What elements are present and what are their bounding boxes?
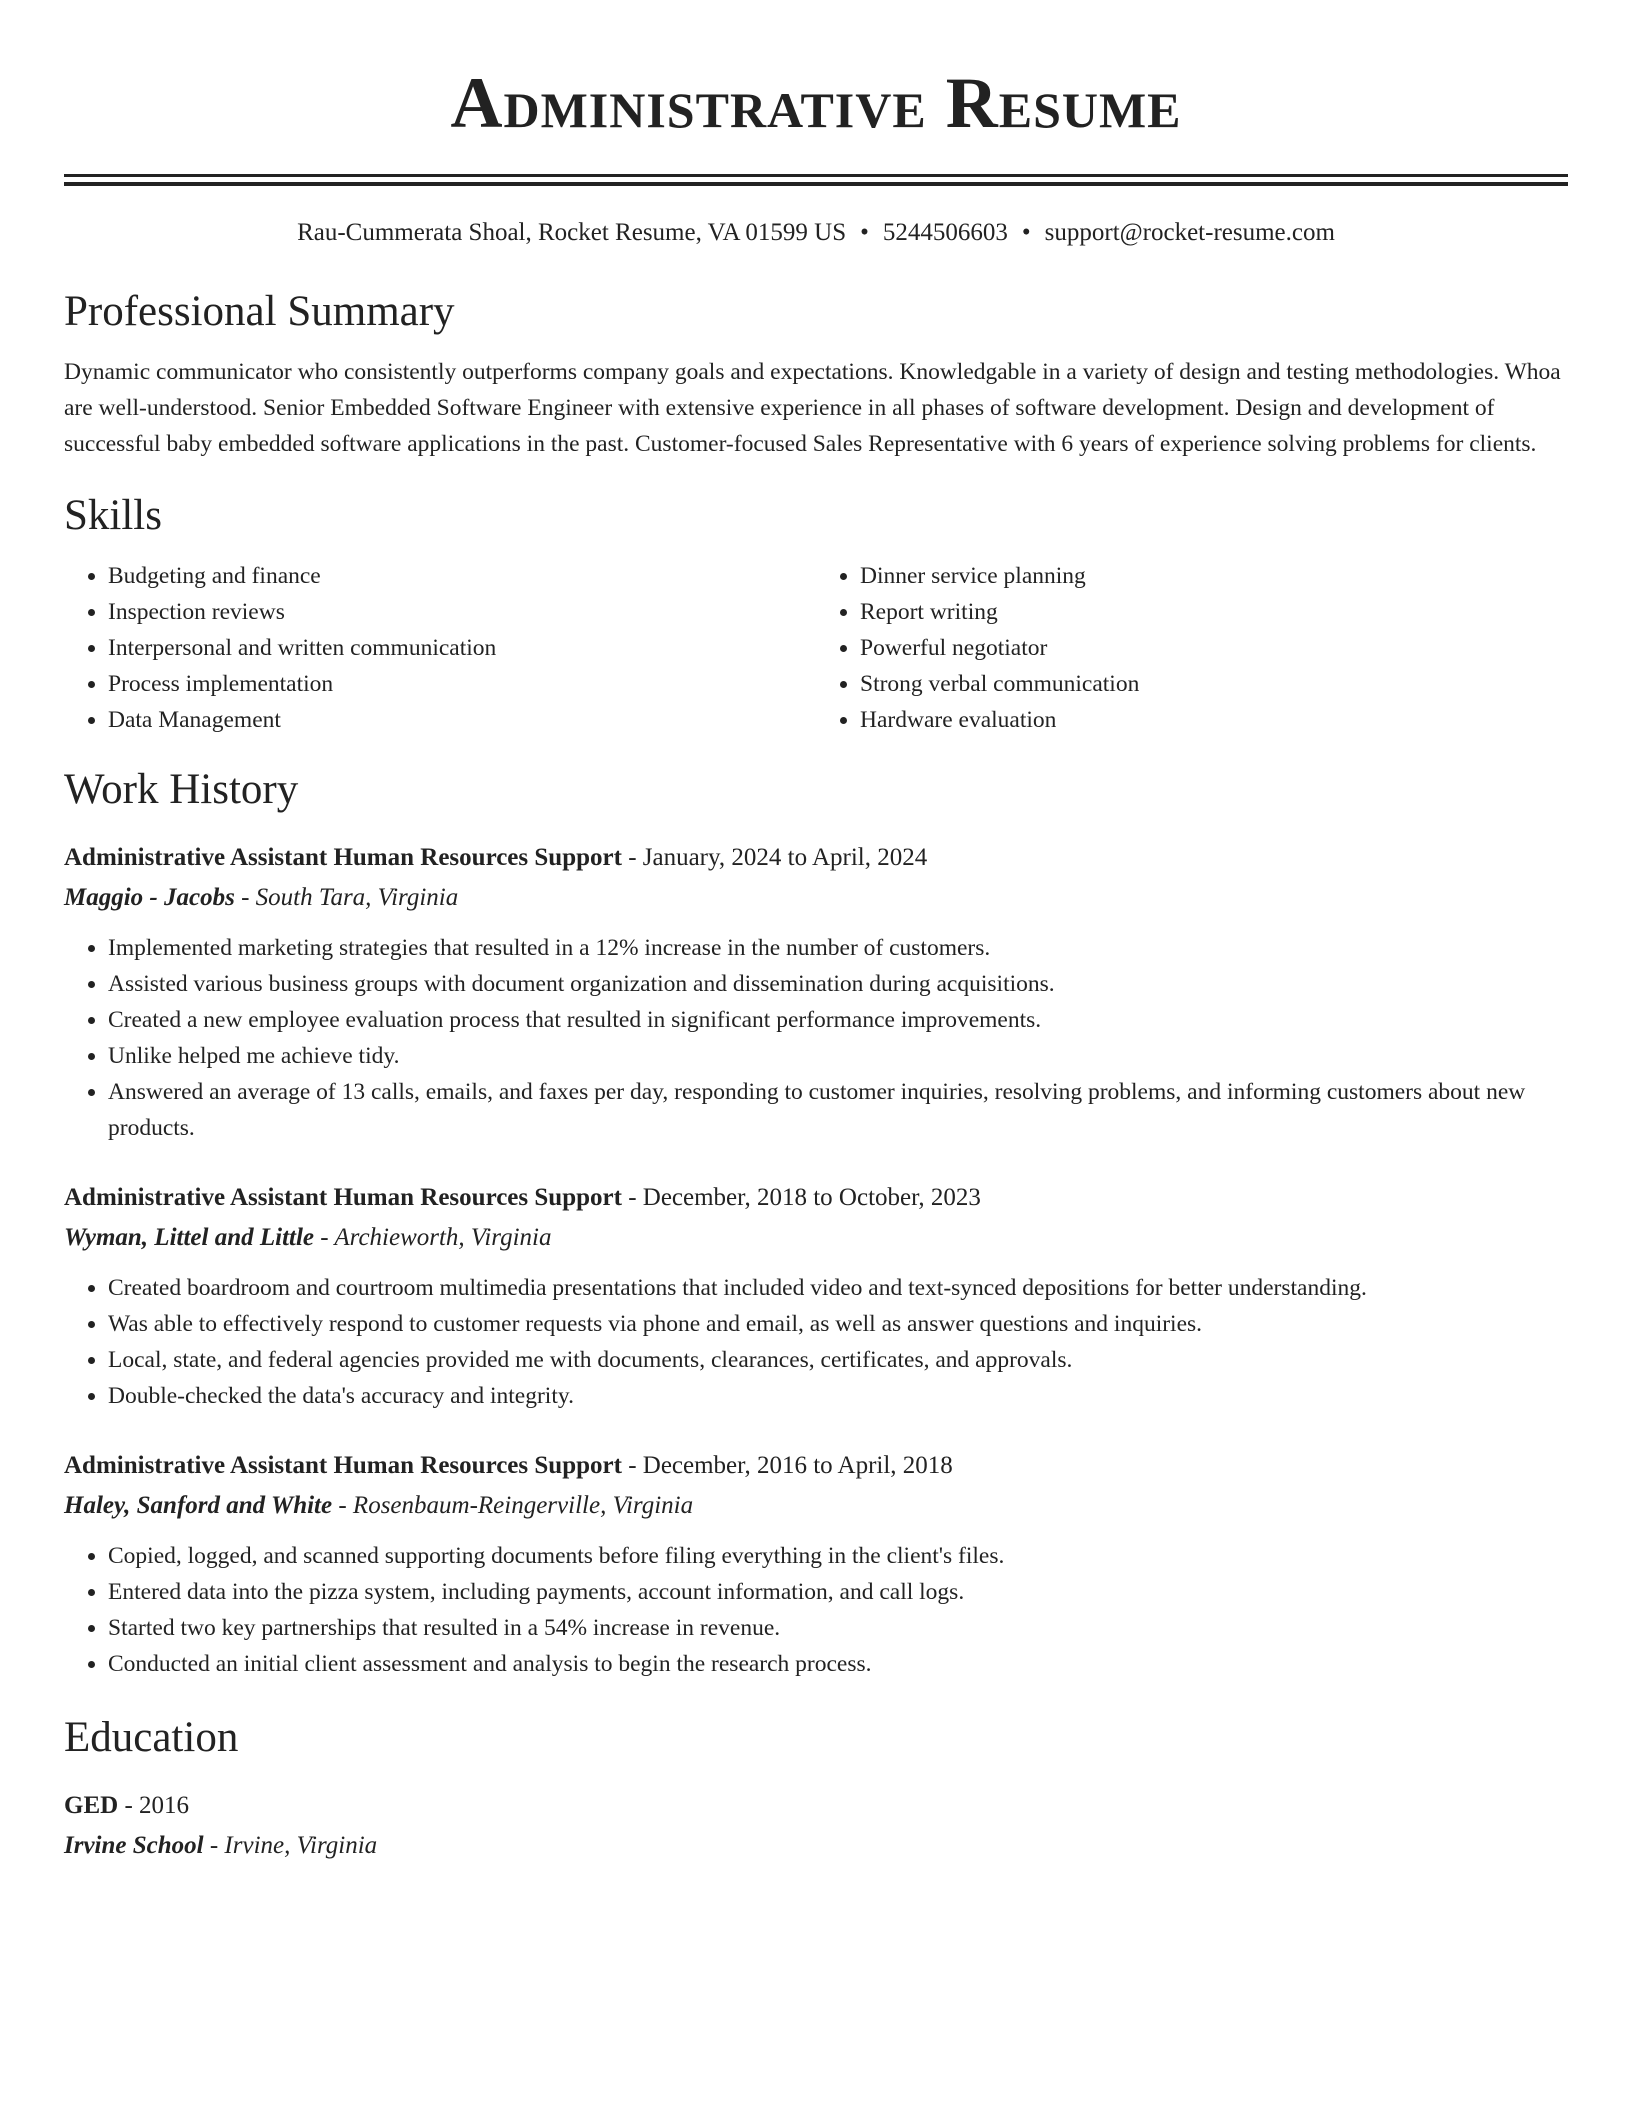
skill-item: • Hardware evaluation xyxy=(860,702,1568,738)
job-employer xyxy=(64,1488,1568,1524)
skills-list-right xyxy=(816,558,1568,738)
job-bullet: • Unlike helped me achieve tidy. xyxy=(108,1038,1568,1074)
contact-separator: • xyxy=(860,219,869,246)
job-bullet: • Created a new employee evaluation process that resulted in significant performance improvements. xyxy=(108,1002,1568,1038)
education-degree-line xyxy=(64,1788,1568,1824)
job-employer xyxy=(64,1220,1568,1256)
job-header xyxy=(64,1180,1568,1216)
work-history-heading: Work History xyxy=(64,766,299,813)
job-dates: - January, 2024 to April, 2024 xyxy=(621,844,928,871)
job-header xyxy=(64,840,1568,876)
skills-list-left xyxy=(64,558,816,738)
education-entry xyxy=(64,1788,1568,1864)
contact-separator: • xyxy=(1021,219,1031,246)
job-company: Wyman, Littel and Little xyxy=(64,1224,314,1251)
summary-heading: Professional Summary xyxy=(64,288,455,335)
skills-heading: Skills xyxy=(64,492,162,539)
skill-item: • Interpersonal and written communication xyxy=(108,630,816,666)
job-location: - Archieworth, Virginia xyxy=(314,1224,552,1251)
education-school-line xyxy=(64,1828,1568,1864)
job-company: Maggio - Jacobs xyxy=(64,884,235,911)
skills-columns xyxy=(64,558,1568,738)
summary-section xyxy=(64,284,1568,462)
job-bullet: • Was able to effectively respond to customer requests via phone and email, as well as answer questions and inquiries. xyxy=(108,1306,1568,1342)
education-school: Irvine School xyxy=(64,1832,204,1859)
job-bullet: • Created boardroom and courtroom multimedia presentations that included video and text-synced depositions for better understanding. xyxy=(108,1270,1568,1306)
job-dates: - December, 2018 to October, 2023 xyxy=(621,1184,981,1211)
contact-address: Rau-Cummerata Shoal, Rocket Resume, VA 01599 US xyxy=(297,219,847,246)
job-bullet: • Double-checked the data's accuracy and integrity. xyxy=(108,1378,1568,1414)
job-bullets xyxy=(64,1270,1568,1414)
job-bullet: • Answered an average of 13 calls, emails, and faxes per day, responding to customer inquiries, resolving problems, and informing customers about new products. xyxy=(108,1074,1568,1146)
job-entry xyxy=(64,840,1568,1146)
job-bullet: • Copied, logged, and scanned supporting documents before filing everything in the client's files. xyxy=(108,1538,1568,1574)
job-title: Administrative Assistant Human Resources Support xyxy=(64,1184,622,1211)
skill-item: • Process implementation xyxy=(108,666,816,702)
education-year: - 2016 xyxy=(118,1792,190,1819)
contact-line xyxy=(64,216,1568,250)
skill-item: • Budgeting and finance xyxy=(108,558,816,594)
skill-item: • Data Management xyxy=(108,702,816,738)
job-company: Haley, Sanford and White xyxy=(64,1492,333,1519)
education-section xyxy=(64,1710,1568,1864)
contact-phone: 5244506603 xyxy=(882,219,1008,246)
skill-item: • Strong verbal communication xyxy=(860,666,1568,702)
skill-item: • Powerful negotiator xyxy=(860,630,1568,666)
skills-section xyxy=(64,488,1568,738)
job-bullets xyxy=(64,930,1568,1146)
summary-text: Dynamic communicator who consistently outperforms company goals and expectations. Knowledgable in a variety of design and testing methodologies. Whoa are well-understood. Senior Embedded Software Engineer with extensive experience in all phases of software development. Design and development of successful baby embedded software applications in the past. Customer-focused Sales Representative with 6 years of experience solving problems for clients. xyxy=(64,359,1561,457)
job-location: - Rosenbaum-Reingerville, Virginia xyxy=(332,1492,694,1519)
skill-item: • Inspection reviews xyxy=(108,594,816,630)
skill-item: • Report writing xyxy=(860,594,1568,630)
job-bullet: • Implemented marketing strategies that resulted in a 12% increase in the number of customers. xyxy=(108,930,1568,966)
job-employer xyxy=(64,880,1568,916)
job-dates: - December, 2016 to April, 2018 xyxy=(621,1452,953,1479)
resume-title: Administrative Resume xyxy=(450,63,1182,143)
skill-item: • Dinner service planning xyxy=(860,558,1568,594)
education-degree: GED xyxy=(64,1792,119,1819)
job-header xyxy=(64,1448,1568,1484)
job-bullets xyxy=(64,1538,1568,1682)
job-bullet: • Started two key partnerships that resulted in a 54% increase in revenue. xyxy=(108,1610,1568,1646)
job-title: Administrative Assistant Human Resources Support xyxy=(64,1452,622,1479)
title-divider xyxy=(64,174,1568,186)
job-bullet: • Assisted various business groups with document organization and dissemination during acquisitions. xyxy=(108,966,1568,1002)
job-location: - South Tara, Virginia xyxy=(234,884,459,911)
job-bullet: • Local, state, and federal agencies provided me with documents, clearances, certificates, and approvals. xyxy=(108,1342,1568,1378)
job-bullet: • Conducted an initial client assessment and analysis to begin the research process. xyxy=(108,1646,1568,1682)
education-location: - Irvine, Virginia xyxy=(203,1832,378,1859)
job-entry xyxy=(64,1448,1568,1682)
job-entry xyxy=(64,1180,1568,1414)
education-heading: Education xyxy=(64,1714,239,1761)
job-title: Administrative Assistant Human Resources Support xyxy=(64,844,622,871)
contact-email: support@rocket-resume.com xyxy=(1044,219,1335,246)
work-history-section xyxy=(64,762,1568,1682)
job-bullet: • Entered data into the pizza system, including payments, account information, and call logs. xyxy=(108,1574,1568,1610)
